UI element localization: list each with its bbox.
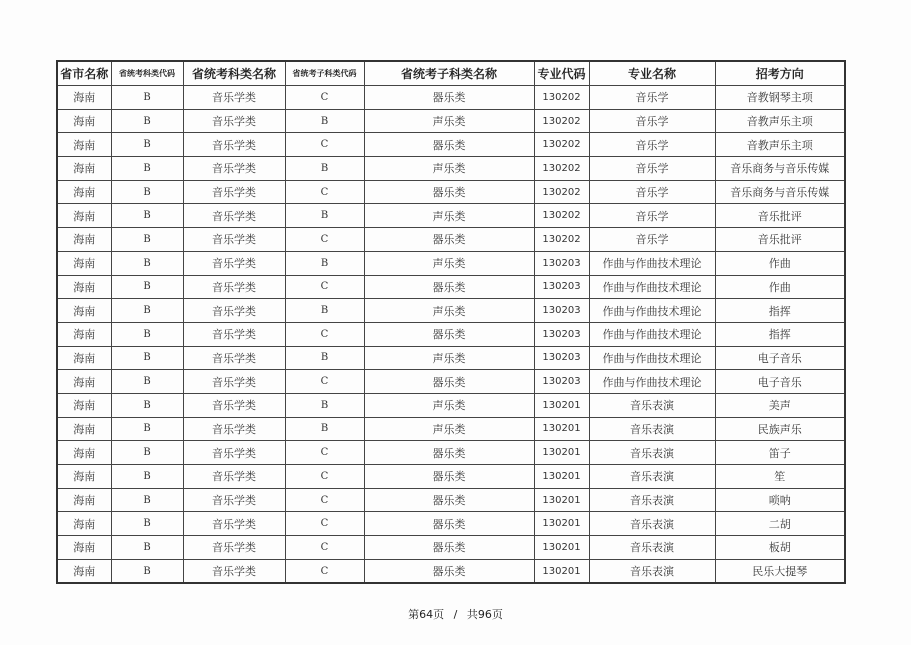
cell-cat-code: B	[111, 228, 183, 252]
column-header-major-name: 专业名称	[589, 61, 715, 86]
cell-sub-name: 器乐类	[364, 86, 534, 110]
table-row	[57, 204, 845, 228]
cell-direction: 笙	[715, 465, 845, 489]
cell-direction: 音教钢琴主项	[715, 86, 845, 110]
cell-sub-code: C	[285, 559, 364, 583]
cell-major-code: 130202	[534, 109, 589, 133]
cell-major-code: 130203	[534, 251, 589, 275]
cell-major-name: 音乐学	[589, 86, 715, 110]
cell-sub-code: C	[285, 465, 364, 489]
cell-sub-name: 器乐类	[364, 275, 534, 299]
cell-sub-code: B	[285, 109, 364, 133]
cell-direction: 音乐商务与音乐传媒	[715, 157, 845, 181]
cell-cat-name: 音乐学类	[183, 559, 285, 583]
cell-cat-code: B	[111, 109, 183, 133]
cell-cat-code: B	[111, 488, 183, 512]
column-header-sub-name: 省统考子科类名称	[364, 61, 534, 86]
cell-major-name: 音乐表演	[589, 417, 715, 441]
cell-sub-code: B	[285, 393, 364, 417]
cell-major-code: 130201	[534, 393, 589, 417]
cell-direction: 民乐大提琴	[715, 559, 845, 583]
cell-cat-name: 音乐学类	[183, 370, 285, 394]
cell-major-name: 作曲与作曲技术理论	[589, 251, 715, 275]
cell-major-name: 音乐表演	[589, 393, 715, 417]
cell-cat-name: 音乐学类	[183, 441, 285, 465]
cell-cat-name: 音乐学类	[183, 393, 285, 417]
cell-sub-code: C	[285, 441, 364, 465]
table-row	[57, 157, 845, 181]
total-pages-label: 共96页	[466, 608, 503, 621]
cell-sub-code: C	[285, 536, 364, 560]
cell-major-name: 作曲与作曲技术理论	[589, 275, 715, 299]
cell-major-name: 作曲与作曲技术理论	[589, 322, 715, 346]
cell-province: 海南	[57, 109, 111, 133]
table-row	[57, 417, 845, 441]
cell-sub-name: 器乐类	[364, 133, 534, 157]
cell-direction: 音乐商务与音乐传媒	[715, 180, 845, 204]
cell-sub-code: C	[285, 228, 364, 252]
cell-major-code: 130201	[534, 536, 589, 560]
cell-major-name: 音乐表演	[589, 559, 715, 583]
table-row	[57, 180, 845, 204]
cell-major-name: 音乐学	[589, 109, 715, 133]
cell-cat-code: B	[111, 204, 183, 228]
cell-major-name: 作曲与作曲技术理论	[589, 299, 715, 323]
cell-sub-code: C	[285, 180, 364, 204]
cell-province: 海南	[57, 488, 111, 512]
column-header-major-code: 专业代码	[534, 61, 589, 86]
cell-sub-name: 器乐类	[364, 559, 534, 583]
cell-major-name: 音乐学	[589, 180, 715, 204]
cell-cat-code: B	[111, 251, 183, 275]
cell-major-name: 音乐学	[589, 133, 715, 157]
table-row	[57, 299, 845, 323]
cell-cat-code: B	[111, 512, 183, 536]
cell-sub-code: C	[285, 488, 364, 512]
cell-cat-code: B	[111, 417, 183, 441]
cell-major-code: 130201	[534, 559, 589, 583]
cell-major-name: 作曲与作曲技术理论	[589, 370, 715, 394]
table-row	[57, 393, 845, 417]
cell-major-code: 130201	[534, 488, 589, 512]
cell-cat-name: 音乐学类	[183, 536, 285, 560]
cell-province: 海南	[57, 86, 111, 110]
cell-cat-code: B	[111, 559, 183, 583]
cell-province: 海南	[57, 299, 111, 323]
cell-major-name: 音乐学	[589, 204, 715, 228]
cell-cat-code: B	[111, 157, 183, 181]
cell-direction: 民族声乐	[715, 417, 845, 441]
cell-cat-code: B	[111, 441, 183, 465]
cell-sub-name: 器乐类	[364, 465, 534, 489]
cell-province: 海南	[57, 512, 111, 536]
cell-major-name: 音乐表演	[589, 465, 715, 489]
table-row	[57, 322, 845, 346]
cell-direction: 作曲	[715, 275, 845, 299]
cell-direction: 音教声乐主项	[715, 133, 845, 157]
cell-major-name: 音乐学	[589, 157, 715, 181]
cell-province: 海南	[57, 157, 111, 181]
cell-cat-code: B	[111, 536, 183, 560]
cell-sub-name: 器乐类	[364, 322, 534, 346]
cell-direction: 唢呐	[715, 488, 845, 512]
cell-direction: 音教声乐主项	[715, 109, 845, 133]
cell-sub-name: 声乐类	[364, 417, 534, 441]
cell-province: 海南	[57, 441, 111, 465]
cell-major-name: 音乐表演	[589, 488, 715, 512]
cell-sub-code: C	[285, 370, 364, 394]
cell-sub-name: 器乐类	[364, 512, 534, 536]
table-row	[57, 536, 845, 560]
cell-province: 海南	[57, 370, 111, 394]
current-page-label: 第64页	[408, 608, 445, 621]
cell-direction: 美声	[715, 393, 845, 417]
column-header-cat-name: 省统考科类名称	[183, 61, 285, 86]
cell-sub-name: 器乐类	[364, 488, 534, 512]
cell-cat-name: 音乐学类	[183, 204, 285, 228]
cell-major-code: 130203	[534, 275, 589, 299]
cell-province: 海南	[57, 275, 111, 299]
table-body	[57, 86, 845, 584]
cell-cat-name: 音乐学类	[183, 417, 285, 441]
table-row	[57, 512, 845, 536]
cell-major-name: 音乐表演	[589, 536, 715, 560]
cell-sub-name: 声乐类	[364, 299, 534, 323]
cell-major-code: 130201	[534, 512, 589, 536]
cell-sub-name: 声乐类	[364, 393, 534, 417]
cell-direction: 指挥	[715, 322, 845, 346]
cell-major-code: 130202	[534, 157, 589, 181]
cell-sub-code: B	[285, 157, 364, 181]
table-row	[57, 465, 845, 489]
cell-sub-code: C	[285, 86, 364, 110]
cell-cat-code: B	[111, 275, 183, 299]
cell-sub-name: 器乐类	[364, 228, 534, 252]
admissions-table	[56, 60, 846, 584]
cell-cat-name: 音乐学类	[183, 275, 285, 299]
cell-cat-name: 音乐学类	[183, 228, 285, 252]
cell-cat-name: 音乐学类	[183, 251, 285, 275]
cell-major-code: 130202	[534, 228, 589, 252]
table-row	[57, 346, 845, 370]
table-row	[57, 370, 845, 394]
cell-sub-name: 声乐类	[364, 251, 534, 275]
cell-sub-code: B	[285, 417, 364, 441]
cell-province: 海南	[57, 465, 111, 489]
cell-major-name: 音乐表演	[589, 441, 715, 465]
cell-cat-name: 音乐学类	[183, 299, 285, 323]
table-row	[57, 441, 845, 465]
cell-cat-code: B	[111, 322, 183, 346]
cell-province: 海南	[57, 559, 111, 583]
cell-sub-code: B	[285, 204, 364, 228]
page-footer	[0, 606, 911, 622]
cell-major-code: 130203	[534, 370, 589, 394]
cell-province: 海南	[57, 417, 111, 441]
cell-sub-name: 器乐类	[364, 180, 534, 204]
cell-direction: 板胡	[715, 536, 845, 560]
table-row	[57, 251, 845, 275]
cell-cat-name: 音乐学类	[183, 512, 285, 536]
page-separator: /	[453, 608, 458, 621]
cell-province: 海南	[57, 346, 111, 370]
cell-province: 海南	[57, 536, 111, 560]
column-header-province: 省市名称	[57, 61, 111, 86]
cell-sub-code: C	[285, 133, 364, 157]
cell-province: 海南	[57, 393, 111, 417]
cell-sub-code: C	[285, 275, 364, 299]
cell-province: 海南	[57, 251, 111, 275]
table-row	[57, 133, 845, 157]
cell-cat-code: B	[111, 133, 183, 157]
cell-cat-code: B	[111, 180, 183, 204]
cell-cat-name: 音乐学类	[183, 488, 285, 512]
cell-sub-name: 声乐类	[364, 109, 534, 133]
cell-cat-code: B	[111, 465, 183, 489]
cell-sub-code: C	[285, 512, 364, 536]
cell-direction: 笛子	[715, 441, 845, 465]
cell-major-code: 130201	[534, 465, 589, 489]
column-header-direction: 招考方向	[715, 61, 845, 86]
cell-sub-name: 声乐类	[364, 204, 534, 228]
cell-direction: 作曲	[715, 251, 845, 275]
cell-major-code: 130202	[534, 86, 589, 110]
cell-major-code: 130203	[534, 322, 589, 346]
cell-major-code: 130202	[534, 180, 589, 204]
cell-cat-code: B	[111, 86, 183, 110]
cell-cat-name: 音乐学类	[183, 322, 285, 346]
cell-cat-name: 音乐学类	[183, 109, 285, 133]
cell-cat-name: 音乐学类	[183, 157, 285, 181]
cell-cat-name: 音乐学类	[183, 465, 285, 489]
cell-province: 海南	[57, 180, 111, 204]
column-header-cat-code: 省统考科类代码	[111, 61, 183, 86]
cell-major-code: 130203	[534, 346, 589, 370]
cell-sub-name: 器乐类	[364, 441, 534, 465]
cell-sub-name: 声乐类	[364, 346, 534, 370]
cell-major-code: 130202	[534, 133, 589, 157]
cell-cat-code: B	[111, 346, 183, 370]
table-row	[57, 228, 845, 252]
cell-direction: 电子音乐	[715, 370, 845, 394]
cell-direction: 二胡	[715, 512, 845, 536]
table-row	[57, 488, 845, 512]
table-row	[57, 559, 845, 583]
cell-direction: 电子音乐	[715, 346, 845, 370]
cell-major-name: 作曲与作曲技术理论	[589, 346, 715, 370]
table-row	[57, 275, 845, 299]
table-row	[57, 86, 845, 110]
cell-major-code: 130203	[534, 299, 589, 323]
cell-cat-code: B	[111, 370, 183, 394]
cell-province: 海南	[57, 322, 111, 346]
table-header-row	[57, 61, 845, 86]
cell-sub-name: 声乐类	[364, 157, 534, 181]
cell-direction: 音乐批评	[715, 204, 845, 228]
cell-sub-code: C	[285, 322, 364, 346]
cell-major-name: 音乐学	[589, 228, 715, 252]
cell-sub-code: B	[285, 251, 364, 275]
cell-province: 海南	[57, 133, 111, 157]
cell-sub-name: 器乐类	[364, 370, 534, 394]
table-row	[57, 109, 845, 133]
cell-major-code: 130201	[534, 417, 589, 441]
cell-province: 海南	[57, 228, 111, 252]
cell-direction: 指挥	[715, 299, 845, 323]
cell-cat-code: B	[111, 299, 183, 323]
column-header-sub-code: 省统考子科类代码	[285, 61, 364, 86]
cell-direction: 音乐批评	[715, 228, 845, 252]
cell-cat-name: 音乐学类	[183, 180, 285, 204]
cell-cat-name: 音乐学类	[183, 133, 285, 157]
cell-sub-code: B	[285, 346, 364, 370]
cell-major-code: 130201	[534, 441, 589, 465]
cell-province: 海南	[57, 204, 111, 228]
cell-sub-code: B	[285, 299, 364, 323]
cell-cat-name: 音乐学类	[183, 346, 285, 370]
cell-major-name: 音乐表演	[589, 512, 715, 536]
cell-major-code: 130202	[534, 204, 589, 228]
cell-cat-name: 音乐学类	[183, 86, 285, 110]
cell-sub-name: 器乐类	[364, 536, 534, 560]
cell-cat-code: B	[111, 393, 183, 417]
